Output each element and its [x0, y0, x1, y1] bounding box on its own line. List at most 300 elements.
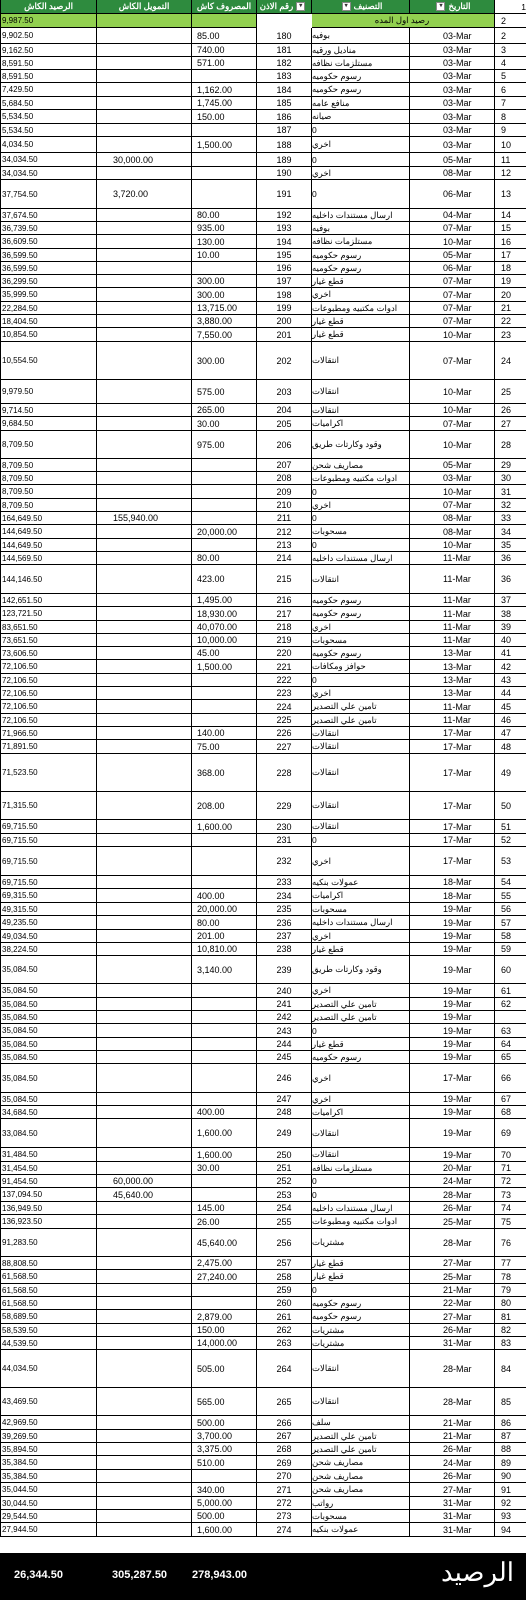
category-cell[interactable]: مستلزمات نظافه [312, 235, 410, 249]
funding-cell[interactable] [97, 565, 192, 594]
date-cell[interactable]: 18-Mar [410, 889, 495, 903]
balance-cell[interactable]: 35,084.50 [0, 956, 97, 984]
balance-cell[interactable]: 7,429.50 [0, 83, 97, 97]
spent-cell[interactable]: 10,000.00 [192, 634, 257, 647]
date-cell[interactable]: 07-Mar [410, 499, 495, 512]
funding-cell[interactable] [97, 288, 192, 302]
balance-cell[interactable]: 33,084.50 [0, 1119, 97, 1148]
balance-cell[interactable]: 38,224.50 [0, 943, 97, 956]
header-spent[interactable]: المصروف كاش [192, 0, 257, 14]
permit-number-cell[interactable]: 231 [257, 834, 312, 847]
row-number[interactable]: 41 [495, 647, 526, 660]
balance-cell[interactable]: 35,384.50 [0, 1470, 97, 1483]
permit-number-cell[interactable]: 212 [257, 525, 312, 539]
category-cell[interactable]: اكراميات [312, 889, 410, 903]
category-cell[interactable]: 0 [312, 153, 410, 167]
row-number[interactable]: 64 [495, 1038, 526, 1051]
permit-number-cell[interactable]: 245 [257, 1051, 312, 1064]
row-number[interactable]: 33 [495, 512, 526, 525]
funding-cell[interactable] [97, 1388, 192, 1416]
permit-number-cell[interactable]: 190 [257, 167, 312, 180]
row-number[interactable]: 2 [495, 28, 526, 44]
spent-cell[interactable]: 3,880.00 [192, 315, 257, 328]
category-cell[interactable]: تامين علي التصدير [312, 700, 410, 714]
date-cell[interactable]: 11-Mar [410, 565, 495, 594]
date-cell[interactable]: 20-Mar [410, 1162, 495, 1175]
balance-cell[interactable]: 5,534.50 [0, 110, 97, 124]
category-cell[interactable]: ارسال مستندات داخليه [312, 552, 410, 565]
permit-number-cell[interactable]: 229 [257, 792, 312, 820]
row-number[interactable]: 39 [495, 621, 526, 634]
balance-cell[interactable]: 72,106.50 [0, 714, 97, 727]
category-cell[interactable]: ادوات مكتبيه ومطبوعات [312, 302, 410, 315]
category-cell[interactable]: اخري [312, 984, 410, 998]
row-number[interactable]: 19 [495, 275, 526, 288]
funding-cell[interactable] [97, 97, 192, 110]
permit-number-cell[interactable]: 183 [257, 70, 312, 83]
balance-cell[interactable]: 9,162.50 [0, 44, 97, 57]
row-number[interactable]: 13 [495, 180, 526, 209]
permit-number-cell[interactable]: 250 [257, 1148, 312, 1162]
row-number[interactable] [495, 1011, 526, 1024]
row-number[interactable]: 30 [495, 472, 526, 485]
balance-cell[interactable]: 83,651.50 [0, 621, 97, 634]
permit-number-cell[interactable]: 201 [257, 328, 312, 342]
row-number[interactable]: 37 [495, 594, 526, 607]
funding-cell[interactable] [97, 956, 192, 984]
row-number[interactable]: 74 [495, 1202, 526, 1215]
spent-cell[interactable] [192, 984, 257, 998]
header-funding[interactable]: التمويل الكاش [97, 0, 192, 14]
permit-number-cell[interactable]: 218 [257, 621, 312, 634]
funding-cell[interactable] [97, 328, 192, 342]
funding-cell[interactable] [97, 552, 192, 565]
row-number[interactable]: 53 [495, 847, 526, 876]
permit-number-cell[interactable]: 274 [257, 1523, 312, 1537]
row-number[interactable]: 68 [495, 1106, 526, 1119]
row-number[interactable]: 25 [495, 380, 526, 404]
spent-cell[interactable]: 13,715.00 [192, 302, 257, 315]
category-cell[interactable]: اخري [312, 930, 410, 943]
category-cell[interactable]: 0 [312, 834, 410, 847]
date-cell[interactable]: 19-Mar [410, 1119, 495, 1148]
date-cell[interactable]: 17-Mar [410, 834, 495, 847]
permit-number-cell[interactable]: 233 [257, 876, 312, 889]
funding-cell[interactable]: 45,640.00 [97, 1188, 192, 1202]
category-cell[interactable]: اخري [312, 288, 410, 302]
balance-cell[interactable]: 72,106.50 [0, 674, 97, 687]
category-cell[interactable]: مسحوبات [312, 634, 410, 647]
date-cell[interactable]: 17-Mar [410, 847, 495, 876]
funding-cell[interactable] [97, 1024, 192, 1038]
spent-cell[interactable] [192, 714, 257, 727]
funding-cell[interactable] [97, 44, 192, 57]
balance-cell[interactable]: 72,106.50 [0, 687, 97, 700]
filter-dropdown-icon[interactable]: ▾ [342, 2, 351, 11]
row-number[interactable]: 48 [495, 740, 526, 754]
category-cell[interactable]: مسحوبات [312, 1510, 410, 1523]
funding-cell[interactable] [97, 222, 192, 235]
category-cell[interactable]: مصاريف شحن [312, 1483, 410, 1497]
funding-cell[interactable] [97, 607, 192, 621]
category-cell[interactable]: 0 [312, 674, 410, 687]
date-cell[interactable]: 11-Mar [410, 714, 495, 727]
permit-number-cell[interactable]: 258 [257, 1270, 312, 1284]
row-number[interactable]: 36 [495, 565, 526, 594]
funding-cell[interactable] [97, 472, 192, 485]
permit-number-cell[interactable]: 241 [257, 998, 312, 1011]
category-cell[interactable]: منافع عامه [312, 97, 410, 110]
permit-number-cell[interactable]: 221 [257, 660, 312, 674]
permit-number-cell[interactable]: 253 [257, 1188, 312, 1202]
category-cell[interactable]: ارسال مستندات داخليه [312, 1202, 410, 1215]
row-number[interactable]: 3 [495, 44, 526, 57]
category-cell[interactable]: عمولات بنكيه [312, 1523, 410, 1537]
permit-number-cell[interactable]: 214 [257, 552, 312, 565]
funding-cell[interactable] [97, 380, 192, 404]
date-cell[interactable]: 28-Mar [410, 1350, 495, 1388]
balance-cell[interactable]: 35,084.50 [0, 1064, 97, 1093]
row-number[interactable]: 67 [495, 1093, 526, 1106]
category-cell[interactable]: رسوم حكوميه [312, 607, 410, 621]
row-number[interactable]: 80 [495, 1297, 526, 1310]
balance-cell[interactable]: 35,999.50 [0, 288, 97, 302]
date-cell[interactable]: 19-Mar [410, 1024, 495, 1038]
date-cell[interactable]: 31-Mar [410, 1497, 495, 1510]
permit-number-cell[interactable]: 192 [257, 209, 312, 222]
spent-cell[interactable] [192, 499, 257, 512]
balance-cell[interactable]: 36,599.50 [0, 249, 97, 262]
row-number[interactable]: 44 [495, 687, 526, 700]
spent-cell[interactable] [192, 834, 257, 847]
category-cell[interactable]: انتقالات [312, 342, 410, 380]
balance-cell[interactable]: 9,684.50 [0, 417, 97, 431]
funding-cell[interactable] [97, 1297, 192, 1310]
row-number[interactable]: 15 [495, 222, 526, 235]
date-cell[interactable]: 10-Mar [410, 431, 495, 459]
date-cell[interactable]: 19-Mar [410, 930, 495, 943]
row-number[interactable]: 57 [495, 916, 526, 930]
date-cell[interactable]: 07-Mar [410, 288, 495, 302]
category-cell[interactable]: تامين علي التصدير [312, 714, 410, 727]
row-number[interactable]: 31 [495, 485, 526, 499]
category-cell[interactable]: رواتب [312, 1497, 410, 1510]
date-cell[interactable]: 10-Mar [410, 404, 495, 417]
date-cell[interactable]: 03-Mar [410, 472, 495, 485]
funding-cell[interactable] [97, 28, 192, 44]
row-number[interactable]: 76 [495, 1229, 526, 1257]
category-cell[interactable]: 0 [312, 512, 410, 525]
date-cell[interactable]: 26-Mar [410, 1324, 495, 1337]
spent-cell[interactable]: 1,600.00 [192, 1523, 257, 1537]
row-number[interactable]: 65 [495, 1051, 526, 1064]
category-cell[interactable]: انتقالات [312, 1388, 410, 1416]
date-cell[interactable]: 11-Mar [410, 552, 495, 565]
category-cell[interactable]: مصاريف شحن [312, 459, 410, 472]
category-cell[interactable]: قطع غيار [312, 943, 410, 956]
row-number[interactable]: 69 [495, 1119, 526, 1148]
date-cell[interactable]: 07-Mar [410, 342, 495, 380]
filter-dropdown-icon[interactable]: ▾ [296, 2, 305, 11]
spent-cell[interactable]: 265.00 [192, 404, 257, 417]
date-cell[interactable]: 13-Mar [410, 660, 495, 674]
permit-number-cell[interactable]: 259 [257, 1284, 312, 1297]
funding-cell[interactable] [97, 916, 192, 930]
funding-cell[interactable] [97, 1284, 192, 1297]
spent-cell[interactable]: 150.00 [192, 110, 257, 124]
permit-number-cell[interactable]: 237 [257, 930, 312, 943]
date-cell[interactable]: 13-Mar [410, 674, 495, 687]
category-cell[interactable]: مشتريات [312, 1337, 410, 1350]
date-cell[interactable]: 07-Mar [410, 302, 495, 315]
row-number[interactable]: 50 [495, 792, 526, 820]
spent-cell[interactable]: 80.00 [192, 916, 257, 930]
spent-cell[interactable]: 30.00 [192, 1162, 257, 1175]
funding-cell[interactable] [97, 903, 192, 916]
row-number[interactable]: 38 [495, 607, 526, 621]
balance-cell[interactable]: 35,084.50 [0, 998, 97, 1011]
row-number[interactable]: 82 [495, 1324, 526, 1337]
balance-cell[interactable]: 58,539.50 [0, 1324, 97, 1337]
row-number[interactable]: 81 [495, 1310, 526, 1324]
funding-cell[interactable] [97, 1162, 192, 1175]
spent-cell[interactable] [192, 700, 257, 714]
balance-cell[interactable]: 72,106.50 [0, 700, 97, 714]
spent-cell[interactable] [192, 539, 257, 552]
balance-cell[interactable]: 35,084.50 [0, 984, 97, 998]
funding-cell[interactable]: 60,000.00 [97, 1175, 192, 1188]
row-number[interactable]: 51 [495, 820, 526, 834]
balance-cell[interactable]: 144,649.50 [0, 525, 97, 539]
balance-cell[interactable]: 8,591.50 [0, 57, 97, 70]
spent-cell[interactable] [192, 1093, 257, 1106]
date-cell[interactable]: 13-Mar [410, 687, 495, 700]
date-cell[interactable]: 05-Mar [410, 249, 495, 262]
date-cell[interactable]: 19-Mar [410, 903, 495, 916]
funding-cell[interactable] [97, 342, 192, 380]
balance-cell[interactable]: 69,715.50 [0, 876, 97, 889]
funding-cell[interactable] [97, 315, 192, 328]
balance-cell[interactable]: 69,715.50 [0, 834, 97, 847]
permit-number-cell[interactable]: 252 [257, 1175, 312, 1188]
balance-cell[interactable]: 36,739.50 [0, 222, 97, 235]
row-number[interactable]: 16 [495, 235, 526, 249]
category-cell[interactable]: رسوم حكوميه [312, 70, 410, 83]
permit-number-cell[interactable]: 200 [257, 315, 312, 328]
category-cell[interactable]: مسحوبات [312, 525, 410, 539]
category-cell[interactable]: عمولات بنكيه [312, 876, 410, 889]
permit-number-cell[interactable]: 263 [257, 1337, 312, 1350]
category-cell[interactable]: ارسال مستندات داخليه [312, 209, 410, 222]
funding-cell[interactable] [97, 209, 192, 222]
category-cell[interactable]: بوفيه [312, 28, 410, 44]
date-cell[interactable]: 31-Mar [410, 1510, 495, 1523]
date-cell[interactable]: 17-Mar [410, 727, 495, 740]
spent-cell[interactable] [192, 847, 257, 876]
funding-cell[interactable] [97, 249, 192, 262]
date-cell[interactable]: 08-Mar [410, 512, 495, 525]
balance-cell[interactable]: 36,609.50 [0, 235, 97, 249]
permit-number-cell[interactable]: 254 [257, 1202, 312, 1215]
row-number[interactable]: 11 [495, 153, 526, 167]
date-cell[interactable]: 28-Mar [410, 1229, 495, 1257]
permit-number-cell[interactable]: 195 [257, 249, 312, 262]
date-cell[interactable]: 17-Mar [410, 754, 495, 792]
date-cell[interactable]: 26-Mar [410, 1470, 495, 1483]
balance-cell[interactable]: 44,034.50 [0, 1350, 97, 1388]
balance-cell[interactable]: 91,454.50 [0, 1175, 97, 1188]
spent-cell[interactable] [192, 262, 257, 275]
row-number[interactable]: 14 [495, 209, 526, 222]
balance-cell[interactable]: 49,315.50 [0, 903, 97, 916]
spent-cell[interactable]: 201.00 [192, 930, 257, 943]
spent-cell[interactable]: 150.00 [192, 1324, 257, 1337]
row-number[interactable]: 40 [495, 634, 526, 647]
row-number[interactable]: 36 [495, 552, 526, 565]
category-cell[interactable]: مصاريف شحن [312, 1470, 410, 1483]
spent-cell[interactable]: 1,500.00 [192, 660, 257, 674]
spent-cell[interactable]: 300.00 [192, 275, 257, 288]
header-balance[interactable]: الرصيد الكاش [0, 0, 97, 14]
row-number[interactable]: 71 [495, 1162, 526, 1175]
date-cell[interactable]: 04-Mar [410, 209, 495, 222]
row-number[interactable]: 84 [495, 1350, 526, 1388]
funding-cell[interactable] [97, 167, 192, 180]
funding-cell[interactable] [97, 1257, 192, 1270]
balance-cell[interactable]: 69,715.50 [0, 820, 97, 834]
date-cell[interactable]: 19-Mar [410, 984, 495, 998]
permit-number-cell[interactable]: 227 [257, 740, 312, 754]
spent-cell[interactable]: 500.00 [192, 1510, 257, 1523]
date-cell[interactable]: 17-Mar [410, 1064, 495, 1093]
date-cell[interactable]: 11-Mar [410, 607, 495, 621]
permit-number-cell[interactable]: 208 [257, 472, 312, 485]
funding-cell[interactable] [97, 1497, 192, 1510]
permit-number-cell[interactable]: 186 [257, 110, 312, 124]
funding-cell[interactable] [97, 1350, 192, 1388]
funding-cell[interactable] [97, 404, 192, 417]
balance-cell[interactable]: 136,949.50 [0, 1202, 97, 1215]
funding-cell[interactable] [97, 1337, 192, 1350]
category-cell[interactable]: اخري [312, 499, 410, 512]
spent-cell[interactable]: 30.00 [192, 417, 257, 431]
spent-cell[interactable]: 20,000.00 [192, 525, 257, 539]
row-number[interactable]: 52 [495, 834, 526, 847]
spent-cell[interactable] [192, 153, 257, 167]
balance-cell[interactable]: 5,534.50 [0, 124, 97, 137]
spent-cell[interactable]: 140.00 [192, 727, 257, 740]
funding-cell[interactable] [97, 1229, 192, 1257]
permit-number-cell[interactable]: 197 [257, 275, 312, 288]
permit-number-cell[interactable]: 188 [257, 137, 312, 153]
spent-cell[interactable]: 340.00 [192, 1483, 257, 1497]
category-cell[interactable]: ادوات مكتبيه ومطبوعات [312, 1215, 410, 1229]
spent-cell[interactable]: 75.00 [192, 740, 257, 754]
spent-cell[interactable]: 571.00 [192, 57, 257, 70]
row-number[interactable]: 89 [495, 1456, 526, 1470]
balance-cell[interactable]: 39,269.50 [0, 1430, 97, 1443]
funding-cell[interactable] [97, 1324, 192, 1337]
category-cell[interactable]: انتقالات [312, 1119, 410, 1148]
permit-number-cell[interactable]: 247 [257, 1093, 312, 1106]
date-cell[interactable]: 03-Mar [410, 70, 495, 83]
row-number[interactable]: 94 [495, 1523, 526, 1537]
opening-balance[interactable]: 9,987.50 [0, 14, 97, 28]
balance-cell[interactable]: 30,044.50 [0, 1497, 97, 1510]
balance-cell[interactable]: 35,084.50 [0, 1038, 97, 1051]
spent-cell[interactable]: 565.00 [192, 1388, 257, 1416]
row-number[interactable]: 72 [495, 1175, 526, 1188]
category-cell[interactable]: مناديل ورقيه [312, 44, 410, 57]
date-cell[interactable]: 19-Mar [410, 998, 495, 1011]
spent-cell[interactable] [192, 1051, 257, 1064]
date-cell[interactable]: 21-Mar [410, 1416, 495, 1430]
date-cell[interactable]: 06-Mar [410, 180, 495, 209]
spent-cell[interactable] [192, 485, 257, 499]
spent-cell[interactable] [192, 70, 257, 83]
balance-cell[interactable]: 5,684.50 [0, 97, 97, 110]
row-number[interactable]: 62 [495, 998, 526, 1011]
row-number[interactable]: 70 [495, 1148, 526, 1162]
row-number[interactable]: 56 [495, 903, 526, 916]
row-number[interactable]: 23 [495, 328, 526, 342]
balance-cell[interactable]: 71,523.50 [0, 754, 97, 792]
row-number[interactable]: 66 [495, 1064, 526, 1093]
permit-number-cell[interactable]: 262 [257, 1324, 312, 1337]
date-cell[interactable]: 22-Mar [410, 1297, 495, 1310]
funding-cell[interactable] [97, 1430, 192, 1443]
spent-cell[interactable]: 505.00 [192, 1350, 257, 1388]
balance-cell[interactable]: 34,684.50 [0, 1106, 97, 1119]
permit-number-cell[interactable]: 235 [257, 903, 312, 916]
row-number[interactable]: 90 [495, 1470, 526, 1483]
date-cell[interactable]: 03-Mar [410, 44, 495, 57]
category-cell[interactable]: ادوات مكتبيه ومطبوعات [312, 472, 410, 485]
category-cell[interactable]: بوفيه [312, 222, 410, 235]
date-cell[interactable]: 25-Mar [410, 1270, 495, 1284]
row-number[interactable]: 47 [495, 727, 526, 740]
date-cell[interactable]: 10-Mar [410, 328, 495, 342]
spent-cell[interactable] [192, 1024, 257, 1038]
category-cell[interactable]: اكراميات [312, 417, 410, 431]
category-cell[interactable]: انتقالات [312, 820, 410, 834]
balance-cell[interactable]: 8,709.50 [0, 485, 97, 499]
permit-number-cell[interactable]: 226 [257, 727, 312, 740]
balance-cell[interactable]: 73,651.50 [0, 634, 97, 647]
balance-cell[interactable]: 37,674.50 [0, 209, 97, 222]
header-date[interactable]: التاريخ ▾ [410, 0, 495, 14]
spent-cell[interactable]: 26.00 [192, 1215, 257, 1229]
date-cell[interactable]: 08-Mar [410, 167, 495, 180]
funding-cell[interactable]: 155,940.00 [97, 512, 192, 525]
funding-cell[interactable] [97, 1119, 192, 1148]
date-cell[interactable]: 07-Mar [410, 315, 495, 328]
funding-cell[interactable] [97, 499, 192, 512]
funding-cell[interactable] [97, 834, 192, 847]
row-number[interactable]: 60 [495, 956, 526, 984]
balance-cell[interactable]: 4,034.50 [0, 137, 97, 153]
permit-number-cell[interactable]: 198 [257, 288, 312, 302]
row-number[interactable]: 24 [495, 342, 526, 380]
balance-cell[interactable]: 142,651.50 [0, 594, 97, 607]
spent-cell[interactable]: 400.00 [192, 1106, 257, 1119]
category-cell[interactable]: وقود وكارتات طريق [312, 431, 410, 459]
category-cell[interactable]: سلف [312, 1416, 410, 1430]
category-cell[interactable]: مسحوبات [312, 903, 410, 916]
permit-number-cell[interactable]: 261 [257, 1310, 312, 1324]
spent-cell[interactable] [192, 998, 257, 1011]
spent-cell[interactable]: 400.00 [192, 889, 257, 903]
